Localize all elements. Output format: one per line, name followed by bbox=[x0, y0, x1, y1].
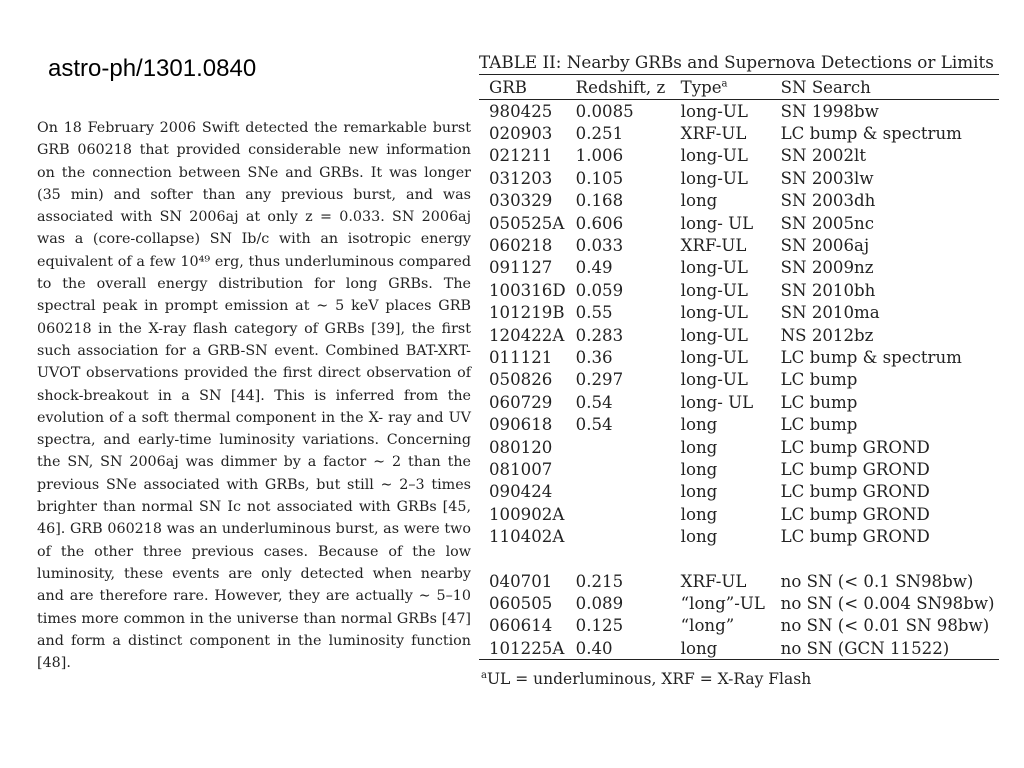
cell-sn-search: SN 2010ma bbox=[780, 303, 880, 323]
cell-sn-search bbox=[771, 548, 999, 570]
header-redshift: Redshift, z bbox=[566, 75, 671, 100]
cell-redshift bbox=[566, 481, 671, 503]
cell-type: long bbox=[680, 527, 718, 547]
table-row bbox=[479, 234, 999, 256]
cell-sn-search: no SN (< 0.01 SN 98bw) bbox=[780, 616, 990, 636]
data-table bbox=[479, 74, 999, 660]
cell-redshift: 0.0085 bbox=[575, 101, 634, 121]
cell-sn-search: SN 2010bh bbox=[780, 280, 876, 300]
cell-type: long-UL bbox=[680, 146, 748, 166]
cell-grb: 110402A bbox=[489, 527, 565, 547]
cell-redshift: 0.215 bbox=[575, 571, 624, 591]
header-grb: GRB bbox=[479, 75, 566, 100]
table-row bbox=[479, 100, 999, 123]
cell-type: long-UL bbox=[680, 168, 748, 188]
cell-type: long bbox=[671, 637, 771, 660]
cell-type: long-UL bbox=[680, 303, 748, 323]
cell-grb: 090618 bbox=[489, 415, 553, 435]
cell-redshift: 0.033 bbox=[575, 236, 624, 256]
cell-redshift: 0.40 bbox=[566, 637, 671, 660]
cell-grb: 011121 bbox=[489, 347, 553, 367]
cell-redshift: 0.36 bbox=[575, 347, 613, 367]
cell-type: long- UL bbox=[680, 213, 754, 233]
table-row bbox=[479, 145, 999, 167]
table-row bbox=[479, 413, 999, 435]
cell-sn-search: no SN (GCN 11522) bbox=[771, 637, 999, 660]
cell-type: long bbox=[680, 482, 718, 502]
cell-grb: 060729 bbox=[489, 392, 553, 412]
cell-grb: 101219B bbox=[489, 303, 565, 323]
cell-grb: 060614 bbox=[489, 616, 553, 636]
cell-redshift: 0.125 bbox=[575, 616, 624, 636]
cell-sn-search: LC bump GROND bbox=[780, 527, 930, 547]
cell-sn-search: SN 2005nc bbox=[780, 213, 875, 233]
cell-redshift: 0.55 bbox=[575, 303, 613, 323]
header-type-footnote-marker: a bbox=[721, 77, 728, 89]
header-sn-search: SN Search bbox=[771, 75, 999, 100]
cell-type: long-UL bbox=[680, 258, 748, 278]
cell-type: “long” bbox=[680, 616, 735, 636]
cell-redshift: 0.283 bbox=[575, 325, 624, 345]
cell-grb: 031203 bbox=[489, 168, 553, 188]
cell-type: “long”-UL bbox=[680, 593, 765, 613]
grb-table bbox=[479, 50, 999, 689]
table-row bbox=[479, 615, 999, 637]
cell-sn-search: LC bump GROND bbox=[780, 437, 930, 457]
cell-sn-search: LC bump & spectrum bbox=[780, 124, 962, 144]
cell-grb: 100902A bbox=[489, 504, 565, 524]
cell-grb: 050826 bbox=[489, 370, 553, 390]
cell-redshift: 0.089 bbox=[575, 593, 624, 613]
cell-redshift: 1.006 bbox=[575, 146, 624, 166]
table-footnote bbox=[479, 670, 999, 688]
cell-redshift bbox=[566, 458, 671, 480]
cell-grb: 100316D bbox=[489, 280, 566, 300]
cell-sn-search: LC bump bbox=[780, 370, 858, 390]
table-row bbox=[479, 167, 999, 189]
cell-redshift: 0.54 bbox=[575, 392, 613, 412]
cell-redshift: 0.105 bbox=[575, 168, 624, 188]
cell-type: long-UL bbox=[680, 347, 748, 367]
cell-type: long-UL bbox=[680, 325, 748, 345]
table-row bbox=[479, 592, 999, 614]
table-row bbox=[479, 436, 999, 458]
cell-type: long bbox=[680, 459, 718, 479]
table-row bbox=[479, 324, 999, 346]
cell-sn-search: SN 2006aj bbox=[780, 236, 870, 256]
cell-grb: 980425 bbox=[489, 101, 553, 121]
cell-type bbox=[671, 548, 771, 570]
cell-type: XRF-UL bbox=[680, 124, 747, 144]
cell-redshift bbox=[566, 525, 671, 547]
table-row bbox=[479, 212, 999, 234]
cell-grb: 030329 bbox=[489, 191, 553, 211]
table-row bbox=[479, 525, 999, 547]
cell-sn-search: LC bump bbox=[780, 415, 858, 435]
cell-type: long-UL bbox=[680, 101, 748, 121]
cell-redshift: 0.251 bbox=[575, 124, 624, 144]
arxiv-reference: astro-ph/1301.0840 bbox=[48, 55, 257, 82]
table-row bbox=[479, 279, 999, 301]
footnote-text: UL = underluminous, XRF = X-Ray Flash bbox=[486, 670, 812, 689]
header-type bbox=[671, 75, 771, 100]
table-row bbox=[479, 391, 999, 413]
cell-type: long bbox=[680, 191, 718, 211]
table-row bbox=[479, 548, 999, 570]
cell-type: XRF-UL bbox=[680, 571, 747, 591]
table-row bbox=[479, 458, 999, 480]
cell-redshift: 0.297 bbox=[575, 370, 624, 390]
cell-grb: 120422A bbox=[489, 325, 565, 345]
table-header-row bbox=[479, 75, 999, 100]
table-row bbox=[479, 302, 999, 324]
cell-type: long bbox=[680, 437, 718, 457]
cell-grb: 101225A bbox=[479, 637, 566, 660]
cell-redshift bbox=[566, 436, 671, 458]
cell-grb: 021211 bbox=[489, 146, 553, 166]
cell-grb: 020903 bbox=[489, 124, 553, 144]
cell-grb bbox=[479, 548, 566, 570]
cell-sn-search: NS 2012bz bbox=[780, 325, 874, 345]
cell-type: long-UL bbox=[680, 370, 748, 390]
table-row bbox=[479, 257, 999, 279]
cell-sn-search: SN 2009nz bbox=[780, 258, 874, 278]
cell-type: long bbox=[680, 504, 718, 524]
cell-grb: 090424 bbox=[489, 482, 553, 502]
cell-sn-search: no SN (< 0.1 SN98bw) bbox=[780, 571, 974, 591]
cell-redshift: 0.168 bbox=[575, 191, 624, 211]
cell-sn-search: SN 2002lt bbox=[780, 146, 867, 166]
cell-sn-search: LC bump GROND bbox=[780, 459, 930, 479]
table-row bbox=[479, 369, 999, 391]
cell-redshift: 0.059 bbox=[575, 280, 624, 300]
cell-grb: 081007 bbox=[489, 459, 553, 479]
cell-type: long bbox=[680, 415, 718, 435]
table-row bbox=[479, 503, 999, 525]
cell-sn-search: SN 2003dh bbox=[780, 191, 876, 211]
cell-redshift: 0.606 bbox=[575, 213, 624, 233]
cell-type: long- UL bbox=[680, 392, 754, 412]
header-type-label: Type bbox=[680, 77, 722, 97]
cell-grb: 050525A bbox=[489, 213, 565, 233]
cell-sn-search: SN 2003lw bbox=[780, 168, 874, 188]
cell-grb: 040701 bbox=[489, 571, 553, 591]
cell-type: XRF-UL bbox=[680, 236, 747, 256]
table-row bbox=[479, 637, 999, 660]
cell-type: long-UL bbox=[680, 280, 748, 300]
cell-redshift: 0.54 bbox=[575, 415, 613, 435]
body-paragraph: On 18 February 2006 Swift detected the remarkable burst GRB 060218 that provided considerable new information on the connection between SNe and GRBs. It was longer (35 min) and softer than any previous burst, and was associated with SN 2006aj at only z = 0.033. SN 2006aj was a (core-collapse) SN Ib/c with an isotropic energy equivalent of a few 10⁴⁹ erg, thus underluminous compared to the overall energy distribution for long GRBs. The spectral peak in prompt emission at ∼ 5 keV places GRB 060218 in the X-ray flash category of GRBs [39], the first such association for a GRB-SN event. Combined BAT-XRT-UVOT observations provided the first direct observation of shock-breakout in a SN [44]. This is inferred from the evolution of a soft thermal component in the X- ray and UV spectra, and early-time luminosity variations. Concerning the SN, SN 2006aj was dimmer by a factor ∼ 2 than the previous SNe associated with GRBs, but still ∼ 2–3 times brighter than normal SN Ic not associated with GRBs [45, 46]. GRB 060218 was an underluminous burst, as were two of the other three previous cases. Because of the low luminosity, these events are only detected when nearby and are therefore rare. However, they are actually ∼ 5–10 times more common in the universe than normal GRBs [47] and form a distinct component in the luminosity function [48]. bbox=[37, 120, 471, 672]
cell-sn-search: LC bump GROND bbox=[780, 482, 930, 502]
cell-sn-search: LC bump bbox=[780, 392, 858, 412]
cell-sn-search: SN 1998bw bbox=[780, 101, 879, 121]
cell-grb: 091127 bbox=[489, 258, 553, 278]
table-title: TABLE II: Nearby GRBs and Supernova Detections or Limits bbox=[479, 52, 994, 72]
cell-sn-search: no SN (< 0.004 SN98bw) bbox=[780, 593, 995, 613]
cell-sn-search: LC bump GROND bbox=[780, 504, 930, 524]
cell-grb: 080120 bbox=[489, 437, 553, 457]
footnote-marker: a bbox=[481, 670, 487, 682]
cell-redshift bbox=[566, 548, 671, 570]
table-row bbox=[479, 190, 999, 212]
table-row bbox=[479, 481, 999, 503]
table-row bbox=[479, 122, 999, 144]
cell-redshift: 0.49 bbox=[575, 258, 613, 278]
cell-grb: 060218 bbox=[489, 236, 553, 256]
table-row bbox=[479, 346, 999, 368]
cell-sn-search: LC bump & spectrum bbox=[780, 347, 962, 367]
table-row bbox=[479, 570, 999, 592]
cell-grb: 060505 bbox=[489, 593, 553, 613]
cell-redshift bbox=[566, 503, 671, 525]
